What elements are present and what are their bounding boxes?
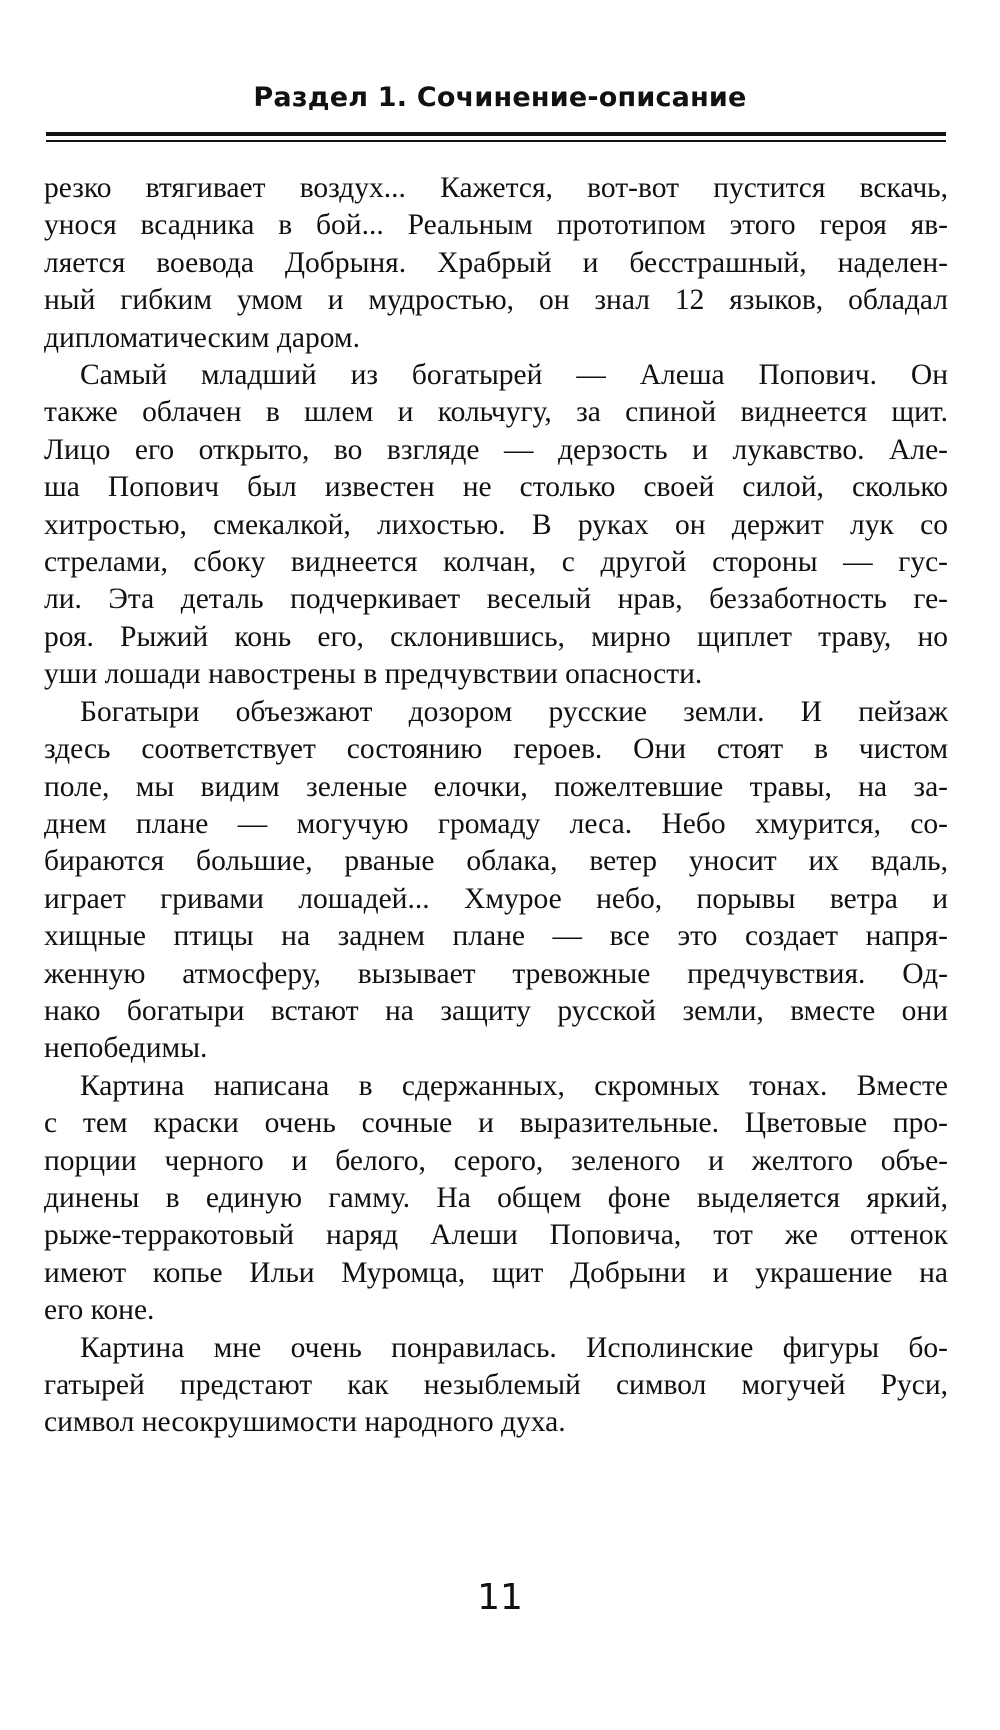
text-line: бираются большие, рваные облака, ветер уносит их вдаль,	[44, 845, 948, 878]
text-line: рыже-терракотовый наряд Алеши Поповича, тот же оттенок	[44, 1219, 948, 1252]
text-line: его коне.	[44, 1294, 155, 1327]
text-line: женную атмосферу, вызывает тревожные предчувствия. Од-	[44, 957, 948, 990]
text-line: уши лошади навострены в предчувствии опасности.	[44, 658, 703, 691]
text-line: ша Попович был известен не столько своей силой, сколько	[44, 471, 948, 504]
paragraph	[44, 694, 948, 1068]
text-line: с тем краски очень сочные и выразительные. Цветовые про-	[44, 1107, 948, 1140]
body-text	[44, 170, 948, 1442]
text-line: хищные птицы на заднем плане — все это создает напря-	[44, 920, 948, 953]
text-line: резко втягивает воздух... Кажется, вот-вот пустится вскачь,	[44, 172, 948, 204]
text-line: Самый младший из богатырей — Алеша Попович. Он	[80, 359, 948, 392]
text-line: здесь соответствует состоянию героев. Они стоят в чистом	[44, 733, 948, 766]
text-line: непобедимы.	[44, 1032, 208, 1065]
paragraph	[44, 357, 948, 694]
text-line: роя. Рыжий конь его, склонившись, мирно щиплет траву, но	[44, 620, 948, 653]
text-line: нако богатыри встают на защиту русской земли, вместе они	[44, 994, 948, 1027]
text-line: гатырей предстают как незыблемый символ могучей Руси,	[44, 1369, 948, 1401]
text-line: Богатыри объезжают дозором русские земли. И пейзаж	[80, 695, 948, 728]
text-line: играет гривами лошадей... Хмурое небо, порывы ветра и	[44, 882, 948, 915]
page-number: 11	[477, 1577, 523, 1618]
text-line: Картина мне очень понравилась. Исполинские фигуры бо-	[80, 1331, 948, 1364]
text-line: также облачен в шлем и кольчугу, за спиной виднеется щит.	[44, 396, 948, 429]
text-line: дипломатическим даром.	[44, 321, 360, 354]
text-line: Картина написана в сдержанных, скромных тонах. Вместе	[80, 1069, 948, 1102]
text-line: ляется воевода Добрыня. Храбрый и бесстрашный, наделен-	[44, 246, 948, 279]
text-line: ный гибким умом и мудростью, он знал 12 языков, обладал	[44, 284, 948, 317]
text-line: унося всадника в бой... Реальным прототипом этого героя яв-	[44, 209, 948, 242]
text-line: символ несокрушимости народного духа.	[44, 1406, 566, 1439]
header-rule-thin	[46, 140, 946, 142]
text-line: поле, мы видим зеленые елочки, пожелтевшие травы, на за-	[44, 770, 948, 803]
running-head: Раздел 1. Сочинение-описание	[253, 82, 747, 113]
text-line: ли. Эта деталь подчеркивает веселый нрав, беззаботность ге-	[44, 583, 948, 616]
text-line: стрелами, сбоку виднеется колчан, с другой стороны — гус-	[44, 546, 948, 579]
text-line: порции черного и белого, серого, зеленого и желтого объе-	[44, 1144, 948, 1177]
text-line: имеют копье Ильи Муромца, щит Добрыни и украшение на	[44, 1256, 948, 1289]
paragraph	[44, 1330, 948, 1442]
paragraph	[44, 1068, 948, 1330]
header-rule-thick	[46, 132, 946, 136]
text-line: днем плане — могучую громаду леса. Небо хмурится, со-	[44, 807, 948, 840]
text-line: Лицо его открыто, во взгляде — дерзость и лукавство. Але-	[44, 433, 948, 466]
text-line: динены в единую гамму. На общем фоне выделяется яркий,	[44, 1181, 948, 1214]
text-line: хитростью, смекалкой, лихостью. В руках он держит лук со	[44, 508, 948, 541]
paragraph	[44, 170, 948, 357]
